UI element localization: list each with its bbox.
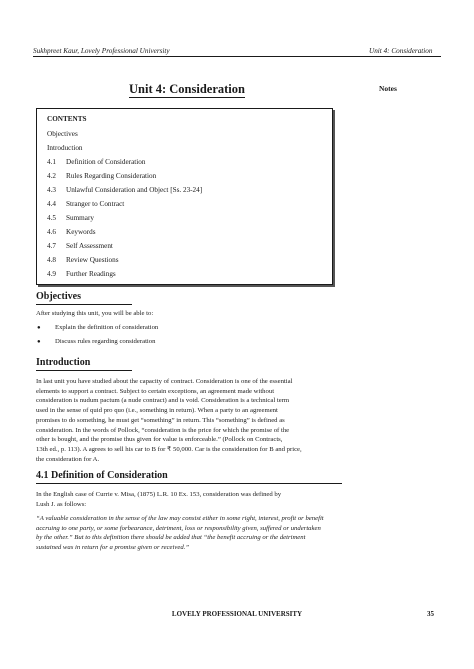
header-rule [33,56,441,57]
introduction-line: In last unit you have studied about the capacity of contract. Consideration is one of the essential [36,378,293,385]
quote-line: by the other.” But to this definition there should be added that “the benefit accruing or the detriment [36,534,306,542]
toc-item-title: Unlawful Consideration and Object [Ss. 23-24] [66,186,203,194]
toc-item-title: Self Assessment [66,242,113,250]
definition-quote [36,514,342,553]
definition-line: Lush J. as follows: [36,500,87,508]
introduction-line: the consideration for A. [36,455,100,463]
toc-item-title: Definition of Consideration [66,158,146,166]
introduction-line: other is bought, and the promise thus given for value is enforceable.” (Pollock on Contracts, [36,436,283,444]
toc-item-title: Summary [66,214,94,222]
quote-line: “A valuable consideration in the sense of the law may consist either in some right, interest, profit or benefit [36,515,324,522]
objective-bullet: Discuss rules regarding consideration [55,338,156,345]
running-header-unit: Unit 4: Consideration [369,47,433,55]
introduction-line: used in the sense of quid pro quo (i.e., something in return). When a party to an agreement [36,407,278,415]
toc-item-introduction: Introduction [47,144,83,152]
definition-line: In the English case of Currie v. Misa, (1875) L.R. 10 Ex. 153, consideration was defined by [36,491,282,498]
objectives-rule [36,304,132,305]
contents-heading: CONTENTS [47,115,87,123]
toc-item-number: 4.4 [47,200,56,208]
toc-item-title: Further Readings [66,270,116,278]
toc-item-number: 4.7 [47,242,56,250]
objective-bullet: Explain the definition of consideration [55,324,159,331]
toc-item-title: Stranger to Contract [66,200,125,208]
unit-title-text: Unit 4: Consideration [129,82,245,96]
introduction-line: elements to support a contract. Subject to certain exceptions, an agreement made without [36,387,275,395]
toc-item-number: 4.8 [47,256,56,264]
toc-item-objectives: Objectives [47,130,78,138]
introduction-line: consideration is nudum pactum (a nude contract) and is void. Consideration is a technical term [36,397,290,405]
definition-text [36,490,342,509]
bullet-dot-icon: ● [37,339,41,345]
introduction-line: consideration. In the words of Pollock, “consideration is the price for which the promise of the [36,426,290,434]
introduction-rule [36,370,132,371]
quote-line: sustained was in return for a promise given or received.” [36,544,190,552]
running-header-author: Sukhpreet Kaur, Lovely Professional University [33,47,170,55]
definition-heading: 4.1 Definition of Consideration [36,470,168,481]
page-number: 35 [427,610,434,618]
toc-item-number: 4.3 [47,186,56,194]
toc-item-number: 4.6 [47,228,56,236]
toc-item-number: 4.9 [47,270,56,278]
toc-item-number: 4.2 [47,172,56,180]
definition-rule [36,483,342,484]
toc-item-number: 4.5 [47,214,56,222]
objectives-intro: After studying this unit, you will be able to: [36,310,154,317]
toc-item-title: Review Questions [66,256,119,264]
toc-item-number: 4.1 [47,158,56,166]
introduction-line: promises to do something, he must get “something” in return. This “something” is defined as [36,416,285,424]
notes-label: Notes [379,84,397,93]
quote-line: accruing to one party, or some forbearance, detriment, loss or responsibility given, suffered or undertaken [36,524,321,532]
bullet-dot-icon: ● [37,325,41,331]
toc-item-title: Keywords [66,228,96,236]
footer-university: LOVELY PROFESSIONAL UNIVERSITY [171,610,303,618]
unit-title [0,82,374,97]
introduction-line: 13th ed., p. 113). A agrees to sell his car to B for ₹ 50,000. Car is the consideration for B and price, [36,445,302,453]
introduction-text [36,377,342,464]
toc-item-title: Rules Regarding Consideration [66,172,157,180]
introduction-heading: Introduction [36,357,91,368]
objectives-heading: Objectives [36,291,81,302]
